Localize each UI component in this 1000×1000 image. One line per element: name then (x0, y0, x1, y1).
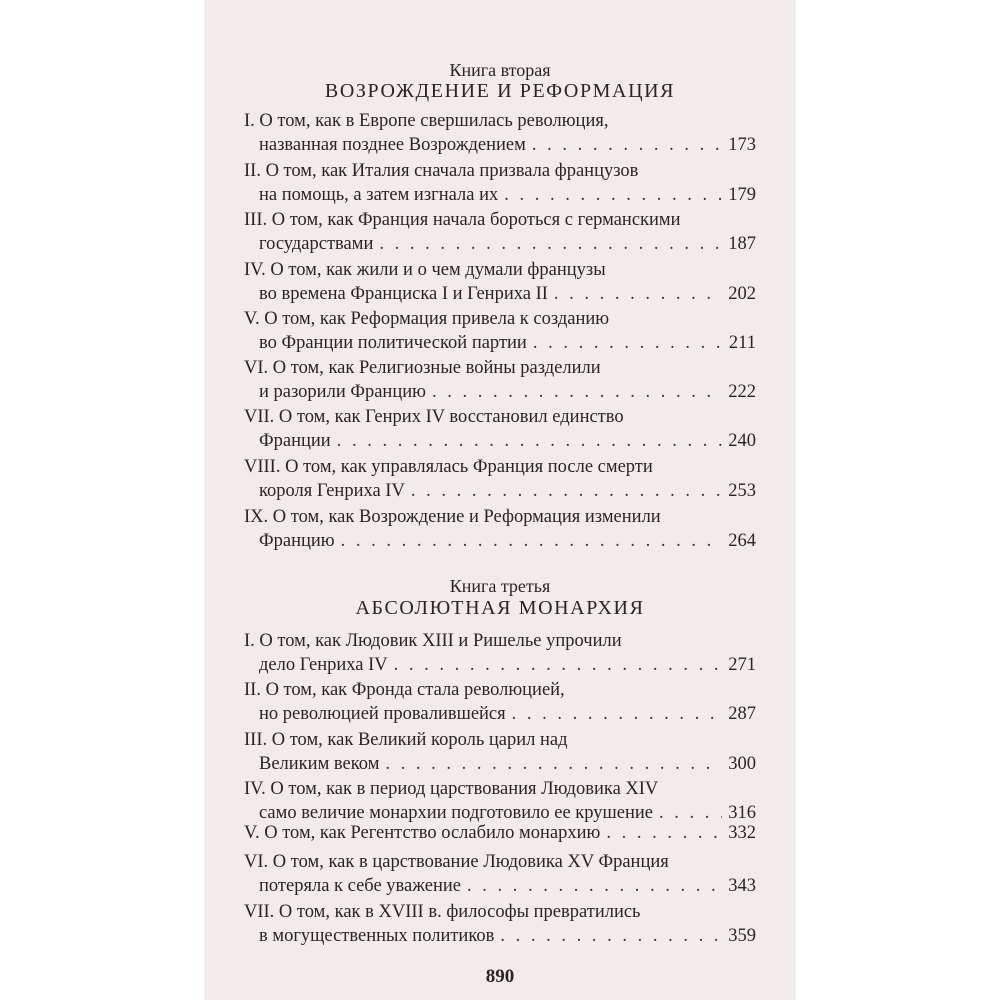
toc-entry-title: III. О том, как Франция начала бороться с германскими (244, 210, 681, 230)
toc-entry[interactable] (244, 258, 756, 306)
leader-dots (432, 380, 722, 404)
toc-entry[interactable] (244, 900, 756, 948)
book2-label: Книга вторая (449, 60, 551, 80)
leader-dots (394, 653, 723, 677)
page-ref: 222 (728, 382, 756, 402)
toc-entry-title: V. О том, как Реформация привела к созданию (244, 309, 610, 329)
toc-entry-title-cont: на помощь, а затем изгнала их (259, 185, 499, 205)
page-ref: 300 (728, 754, 756, 774)
toc-entry-title-cont: само величие монархии подготовило ее крушение (259, 803, 653, 823)
page-ref: 343 (728, 876, 756, 896)
toc-entry[interactable] (244, 678, 756, 726)
page-ref: 202 (728, 284, 756, 304)
toc-entry-title: VIII. О том, как управлялась Франция после смерти (244, 457, 653, 477)
leader-dots (411, 479, 722, 503)
toc-entry-title-cont: в могущественных политиков (259, 926, 495, 946)
leader-dots (554, 282, 722, 306)
toc-entry[interactable] (244, 629, 756, 677)
toc-entry-title-cont: во Франции политической партии (259, 333, 527, 353)
leader-dots (337, 429, 723, 453)
toc-entry-title-cont: Великим веком (259, 754, 380, 774)
toc-entry[interactable] (244, 455, 756, 503)
toc-entry-title: VII. О том, как в XVIII в. философы превратились (244, 902, 641, 922)
toc-entry-title-cont: потеряла к себе уважение (259, 876, 462, 896)
toc-entry[interactable] (244, 821, 756, 845)
page-number: 890 (485, 966, 515, 987)
toc-entry-title: II. О том, как Фронда стала революцией, (244, 680, 565, 700)
page-ref: 253 (728, 481, 756, 501)
leader-dots (379, 232, 722, 256)
toc-entry-title-cont: названная позднее Возрождением (259, 135, 526, 155)
leader-dots (385, 752, 722, 776)
leader-dots (606, 821, 722, 845)
page-ref: 240 (728, 431, 756, 451)
toc-entry[interactable] (244, 356, 756, 404)
page-ref: 271 (728, 655, 756, 675)
leader-dots (504, 183, 722, 207)
book2-title: ВОЗРОЖДЕНИЕ И РЕФОРМАЦИЯ (324, 80, 676, 102)
toc-entry-title-cont: дело Генриха IV (259, 655, 388, 675)
toc-entry[interactable] (244, 777, 756, 825)
toc-entry-title: VI. О том, как Религиозные войны разделили (244, 358, 601, 378)
leader-dots (467, 874, 722, 898)
toc-entry-title: I. О том, как Людовик XIII и Ришелье упрочили (244, 631, 622, 651)
toc-entry-title-cont: короля Генриха IV (259, 481, 405, 501)
toc-entry-title-cont: государствами (259, 234, 374, 254)
page-ref: 359 (728, 926, 756, 946)
toc-entry[interactable] (244, 850, 756, 898)
page-ref: 173 (728, 135, 756, 155)
toc-entry[interactable] (244, 405, 756, 453)
toc-entry[interactable] (244, 109, 756, 157)
page-ref: 179 (728, 185, 756, 205)
leader-dots (341, 529, 723, 553)
page-ref: 316 (728, 803, 756, 823)
toc-entry[interactable] (244, 159, 756, 207)
leader-dots (532, 133, 722, 157)
book-page (204, 0, 796, 1000)
toc-entry-title-cont: во времена Франциска I и Генриха II (259, 284, 548, 304)
page-ref: 287 (728, 704, 756, 724)
toc-entry-title: II. О том, как Италия сначала призвала французов (244, 161, 639, 181)
toc-entry-title: VII. О том, как Генрих IV восстановил единство (244, 407, 624, 427)
toc-entry[interactable] (244, 307, 756, 355)
toc-entry-title: IV. О том, как в период царствования Людовика XIV (244, 779, 659, 799)
toc-entry[interactable] (244, 505, 756, 553)
toc-entry-title: I. О том, как в Европе свершилась революция, (244, 111, 609, 131)
leader-dots (533, 331, 723, 355)
toc-entry-title: IX. О том, как Возрождение и Реформация изменили (244, 507, 661, 527)
leader-dots (512, 702, 723, 726)
toc-entry-title-cont: Франции (259, 431, 331, 451)
page-ref: 332 (728, 823, 756, 843)
leader-dots (500, 924, 722, 948)
page-ref: 264 (728, 531, 756, 551)
toc-entry-title: IV. О том, как жили и о чем думали французы (244, 260, 606, 280)
toc-entry-title: III. О том, как Великий король царил над (244, 730, 568, 750)
toc-entry[interactable] (244, 208, 756, 256)
page-ref: 187 (728, 234, 756, 254)
toc-entry-title-cont: но революцией провалившейся (259, 704, 506, 724)
book3-label: Книга третья (449, 576, 551, 596)
toc-entry-title-cont: и разорили Францию (259, 382, 426, 402)
book3-title: АБСОЛЮТНАЯ МОНАРХИЯ (355, 597, 645, 619)
toc-entry-title: V. О том, как Регентство ослабило монархию (244, 823, 601, 843)
toc-entry[interactable] (244, 728, 756, 776)
toc-entry-title-cont: Францию (259, 531, 335, 551)
page-ref: 211 (728, 333, 756, 353)
toc-entry-title: VI. О том, как в царствование Людовика XV Франция (244, 852, 669, 872)
